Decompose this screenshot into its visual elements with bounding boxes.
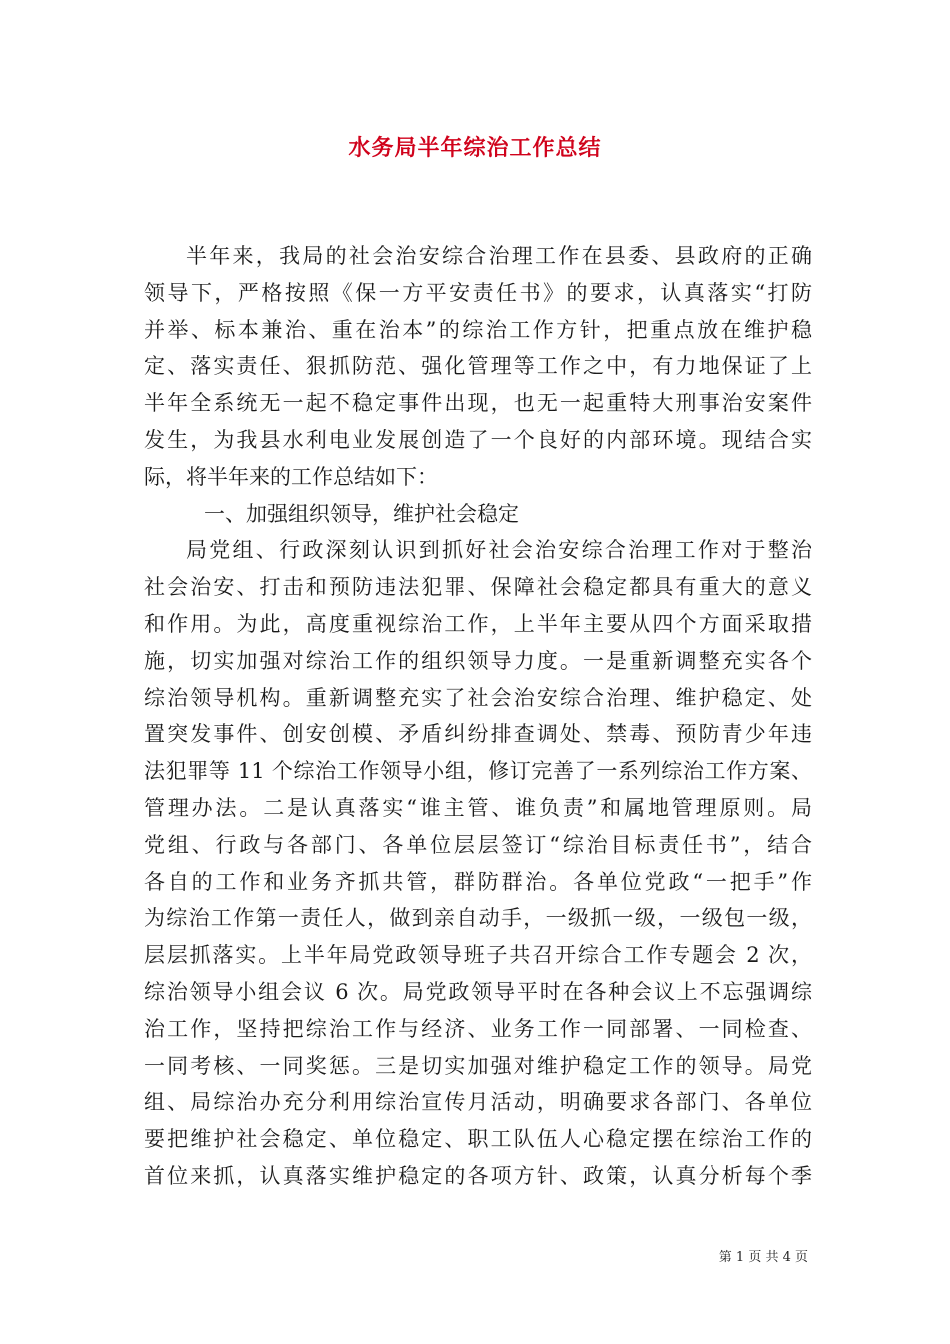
text-line: 半年来，我局的社会治安综合治理工作在县委、县政府的正确 — [186, 244, 812, 268]
text-line: 组、局综治办充分利用综治宣传月活动，明确要求各部门、各单位 — [144, 1090, 812, 1115]
paragraph-section-1 — [144, 532, 812, 1194]
text-line: 治工作，坚持把综治工作与经济、业务工作一同部署、一同检查、 — [144, 1016, 812, 1041]
document-body — [144, 238, 812, 1195]
text-line: 置突发事件、创安创模、矛盾纠纷排查调处、禁毒、预防青少年违 — [144, 722, 812, 747]
text-line: 际，将半年来的工作总结如下： — [144, 464, 438, 489]
text-line: 层层抓落实。上半年局党政领导班子共召开综合工作专题会 2 次， — [144, 943, 812, 968]
text-line: 各自的工作和业务齐抓共管，群防群治。各单位党政“一把手”作 — [144, 869, 812, 894]
text-line: 半年全系统无一起不稳定事件出现，也无一起重特大刑事治安案件 — [144, 391, 812, 416]
document-title: 水务局半年综治工作总结 — [348, 136, 602, 161]
text-line: 管理办法。二是认真落实“谁主管、谁负责”和属地管理原则。局 — [144, 795, 812, 820]
text-line: 定、落实责任、狠抓防范、强化管理等工作之中，有力地保证了上 — [144, 354, 812, 379]
page-number: 第 1 页 共 4 页 — [718, 1250, 808, 1265]
text-line: 社会治安、打击和预防违法犯罪、保障社会稳定都具有重大的意义 — [144, 575, 812, 600]
text-line: 首位来抓，认真落实维护稳定的各项方针、政策，认真分析每个季 — [144, 1163, 812, 1188]
text-line: 发生，为我县水利电业发展创造了一个良好的内部环境。现结合实 — [144, 427, 812, 452]
text-line: 并举、标本兼治、重在治本”的综治工作方针，把重点放在维护稳 — [144, 317, 812, 342]
text-line: 法犯罪等 11 个综治工作领导小组，修订完善了一系列综治工作方案、 — [144, 759, 812, 784]
text-line: 综治领导机构。重新调整充实了社会治安综合治理、维护稳定、处 — [144, 685, 812, 710]
text-line: 施，切实加强对综治工作的组织领导力度。一是重新调整充实各个 — [144, 648, 812, 673]
text-line: 和作用。为此，高度重视综治工作，上半年主要从四个方面采取措 — [144, 611, 812, 636]
paragraph-intro — [144, 238, 812, 496]
text-line: 为综治工作第一责任人，做到亲自动手，一级抓一级，一级包一级， — [144, 906, 812, 931]
text-line: 党组、行政与各部门、各单位层层签订“综治目标责任书”，结合 — [144, 832, 812, 857]
section-heading: 一、加强组织领导，维护社会稳定 — [204, 501, 519, 526]
text-line: 局党组、行政深刻认识到抓好社会治安综合治理工作对于整治 — [186, 538, 812, 563]
text-line: 要把维护社会稳定、单位稳定、职工队伍人心稳定摆在综治工作的 — [144, 1127, 812, 1152]
text-line: 领导下，严格按照《保一方平安责任书》的要求，认真落实“打防 — [144, 280, 812, 305]
text-line: 综治领导小组会议 6 次。局党政领导平时在各种会议上不忘强调综 — [144, 979, 812, 1004]
text-line: 一同考核、一同奖惩。三是切实加强对维护稳定工作的领导。局党 — [144, 1053, 812, 1078]
